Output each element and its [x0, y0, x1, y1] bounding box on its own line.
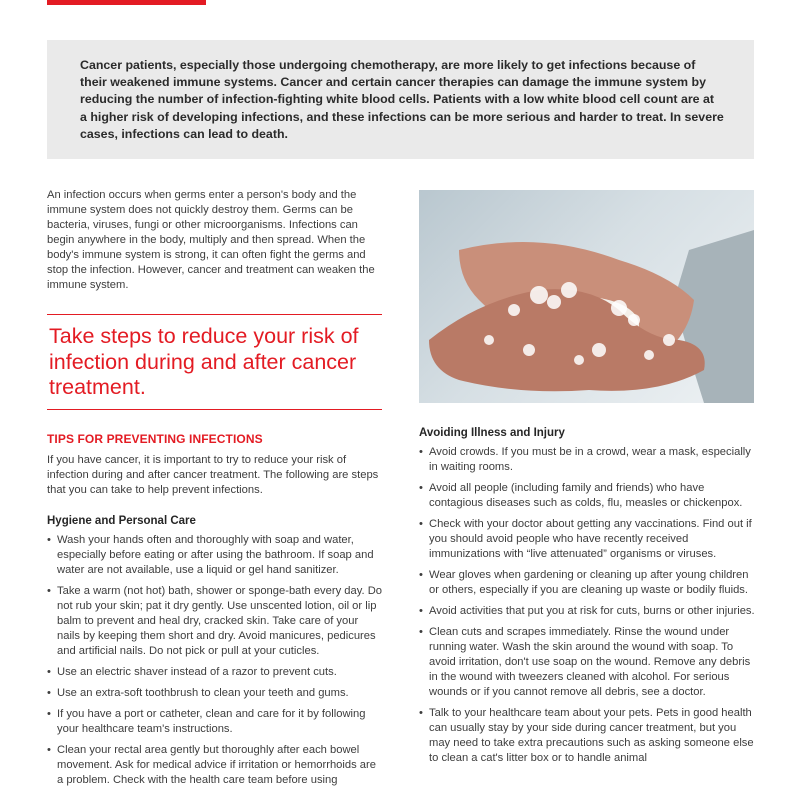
bullet-icon: •: [47, 743, 51, 756]
right-column: [419, 190, 755, 772]
bullet-icon: •: [419, 626, 423, 638]
hygiene-list: [47, 533, 383, 788]
bullet-icon: •: [47, 533, 51, 546]
bullet-icon: •: [419, 605, 423, 617]
bullet-icon: •: [419, 518, 423, 530]
tips-heading: TIPS FOR PREVENTING INFECTIONS: [47, 431, 263, 446]
intro-text: Cancer patients, especially those undergoing chemotherapy, are more likely to get infections because of their weakened immune systems. Cancer and certain cancer therapies can damage the immune system by reducing the number of infection-fighting white blood cells. Patients with a low white blood cell count are at a higher risk of developing infections, and these infections can be more serious and harder to treat. In severe cases, infections can lead to death.: [80, 58, 724, 141]
list-item: • Avoid crowds. If you must be in a crowd, wear a mask, especially in waiting rooms.: [419, 446, 751, 473]
bullet-icon: •: [47, 584, 51, 597]
bullet-icon: •: [47, 665, 51, 678]
infection-paragraph: An infection occurs when germs enter a person's body and the immune system does not quickly destroy them. Germs can be bacteria, viruses, fungi or other microorganisms. Infections can begin anywhere in the body, multiply and then spread. When the body's immune system is strong, it can often fight the germs and stop the infection. However, cancer and treatment can weaken the immune system.: [47, 189, 375, 291]
list-item: • Wear gloves when gardening or cleaning up after young children or others, especially if you are cleaning up waste or bodily fluids.: [419, 569, 749, 596]
list-item: • Wash your hands often and thoroughly with soap and water, especially before eating or after using the bathroom. If soap and water are not available, use a liquid or gel hand sanitizer.: [47, 533, 374, 576]
avoid-heading: Avoiding Illness and Injury: [419, 427, 565, 439]
list-item: • Avoid activities that put you at risk for cuts, burns or other injuries.: [419, 605, 755, 617]
hands-illustration: [419, 190, 754, 403]
list-item: • If you have a port or catheter, clean and care for it by following your healthcare team's instructions.: [47, 707, 366, 735]
tips-intro: If you have cancer, it is important to try to reduce your risk of infection during and after cancer treatment. The following are steps that you can take to help prevent infections.: [47, 453, 379, 496]
bullet-icon: •: [47, 707, 51, 720]
list-item: • Use an electric shaver instead of a razor to prevent cuts.: [47, 665, 337, 678]
list-item: • Check with your doctor about getting any vaccinations. Find out if you should avoid people who have recently received immunizations with “live attenuated” organisms or viruses.: [419, 518, 752, 560]
handwashing-photo: [419, 190, 754, 403]
list-item: • Talk to your healthcare team about your pets. Pets in good health can usually stay by your side during cancer treatment, but you may need to take extra precautions such as asking someone else to clean a cat's litter box or to handle animal: [419, 707, 754, 764]
pull-quote: [47, 314, 382, 410]
list-item: • Take a warm (not hot) bath, shower or sponge-bath every day. Do not rub your skin; pat it dry gently. Use unscented lotion, oil or lip balm to prevent and heal dry, cracked skin. Take care of your nails by keeping them short and dry. Avoid manicures, pedicures and artificial nails. Do not pick or pull at your cuticles.: [47, 584, 383, 657]
list-item: • Use an extra-soft toothbrush to clean your teeth and gums.: [47, 686, 349, 699]
list-item: • Clean cuts and scrapes immediately. Rinse the wound under running water. Wash the skin around the wound with soap. To avoid irritation, don't use soap on the wound. Remove any debris in the wound with tweezers cleaned with alcohol. For serious wounds or if you cannot remove all debris, see a doctor.: [419, 626, 751, 698]
top-accent-bar: [47, 0, 206, 5]
list-item: • Avoid all people (including family and friends) who have contagious diseases such as colds, flu, measles or chickenpox.: [419, 482, 743, 509]
bullet-icon: •: [419, 707, 423, 719]
intro-callout: [47, 40, 754, 159]
bullet-icon: •: [419, 482, 423, 494]
hygiene-heading: Hygiene and Personal Care: [47, 514, 196, 527]
bullet-icon: •: [419, 446, 423, 458]
list-item: • Clean your rectal area gently but thoroughly after each bowel movement. Ask for medical advice if irritation or hemorrhoids are a problem. Check with the health care team before using: [47, 743, 376, 786]
bullet-icon: •: [419, 569, 423, 581]
pull-quote-text: Take steps to reduce your risk of infection during and after cancer treatment.: [49, 324, 359, 399]
avoid-list: [419, 445, 755, 766]
left-column: [47, 188, 383, 794]
bullet-icon: •: [47, 686, 51, 699]
